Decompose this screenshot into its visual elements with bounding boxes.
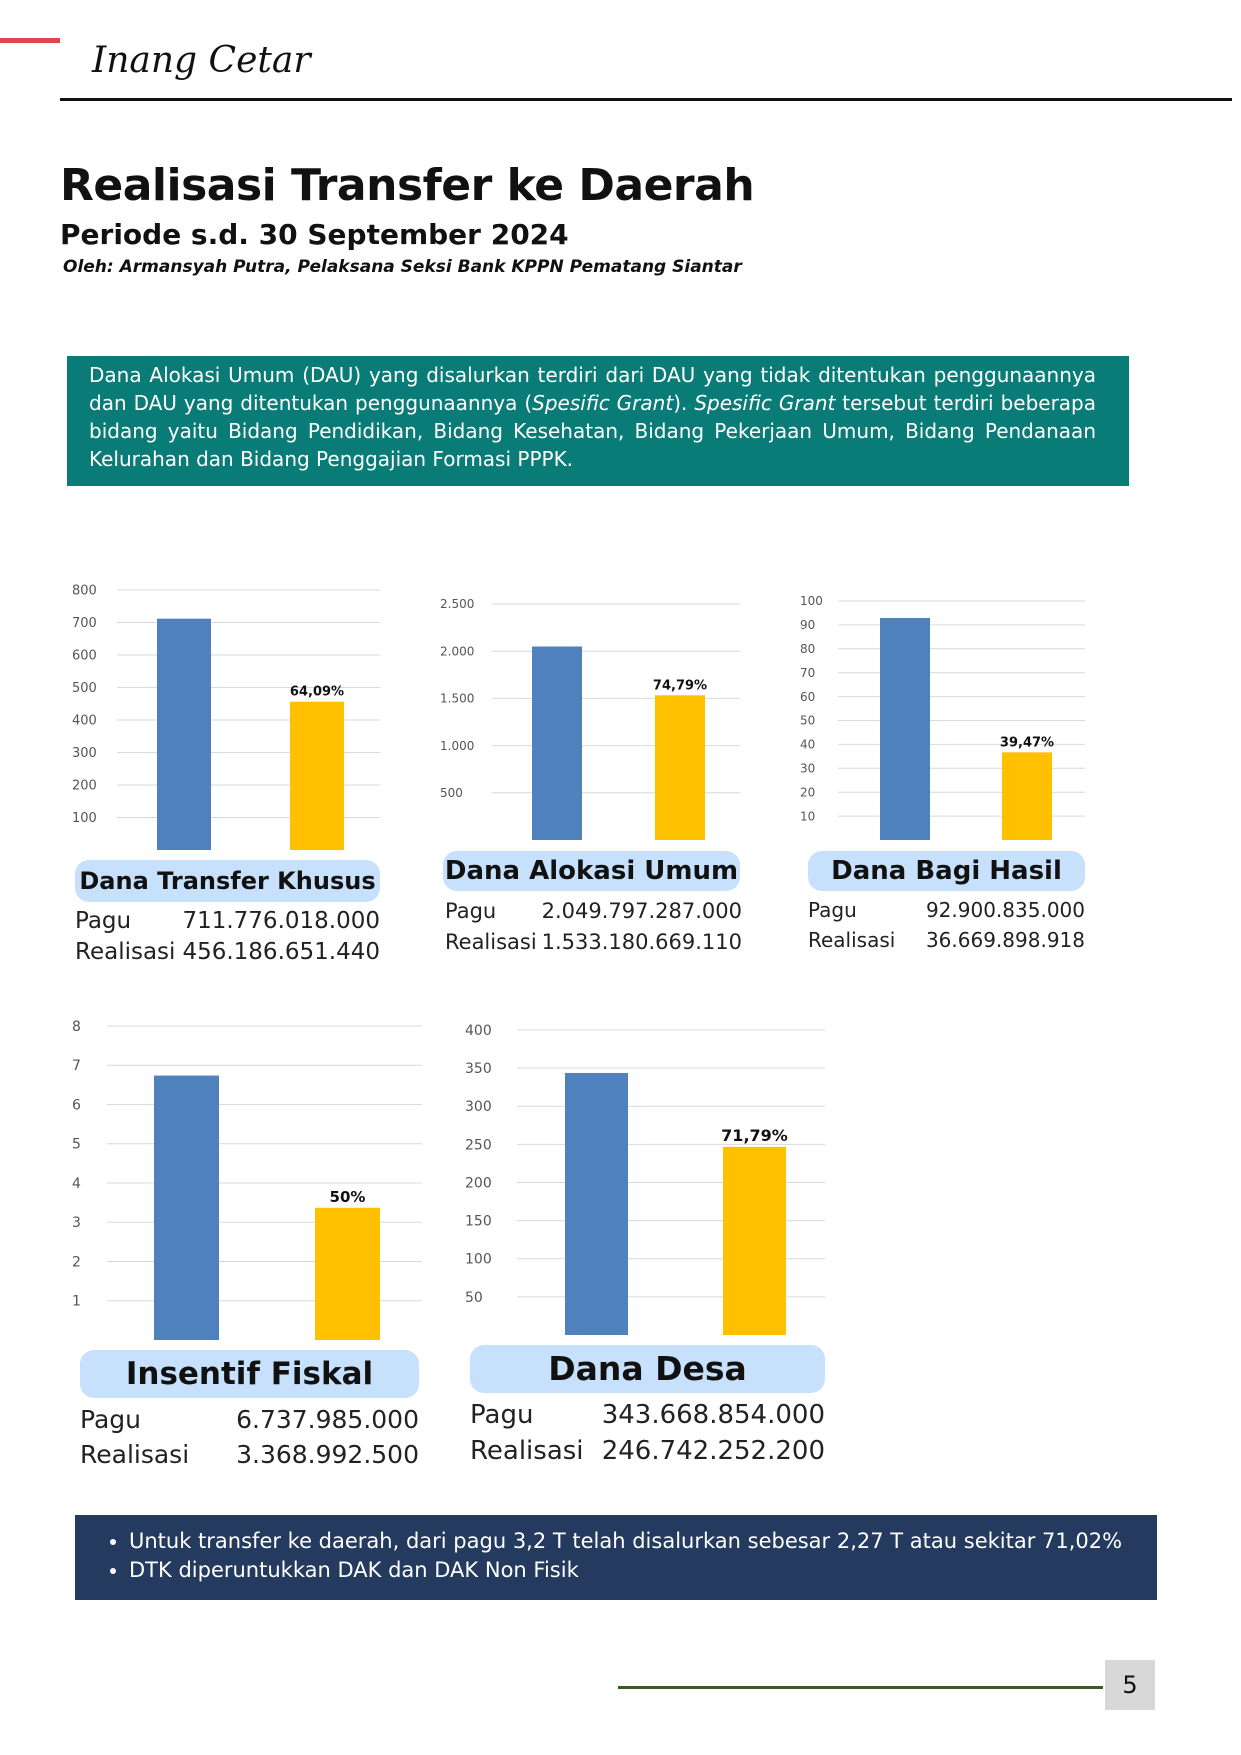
note-item: • DTK diperuntukkan DAK dan DAK Non Fisik xyxy=(129,1556,1137,1585)
chart-dana-bagi-hasil xyxy=(800,596,1085,840)
percent-label: 39,47% xyxy=(999,735,1055,751)
pagu-row xyxy=(75,906,380,937)
y-tick-label: 100 xyxy=(800,594,823,609)
notes-list xyxy=(111,1527,1137,1585)
percent-label: 74,79% xyxy=(652,678,708,694)
realisasi-row xyxy=(80,1437,419,1472)
realisasi-row xyxy=(75,937,380,968)
y-tick-label: 50 xyxy=(465,1289,483,1306)
chart-title-dana-transfer-khusus: Dana Transfer Khusus xyxy=(75,860,380,902)
realisasi-label: Realisasi xyxy=(445,930,537,954)
chart-title-dana-desa: Dana Desa xyxy=(470,1345,825,1393)
y-tick-label: 80 xyxy=(800,642,816,656)
header-accent-bar xyxy=(0,38,60,43)
page-subtitle: Periode s.d. 30 September 2024 xyxy=(60,218,569,251)
values-insentif-fiskal xyxy=(80,1402,419,1472)
realisasi-label: Realisasi xyxy=(75,939,176,965)
chart-title-insentif-fiskal: Insentif Fiskal xyxy=(80,1350,419,1398)
y-tick-label: 8 xyxy=(72,1018,81,1035)
realisasi-row xyxy=(445,927,742,958)
y-tick-label: 600 xyxy=(72,648,97,664)
y-tick-label: 100 xyxy=(465,1251,492,1268)
pagu-label: Pagu xyxy=(808,898,857,922)
brand-name: Inang Cetar xyxy=(92,40,311,81)
realisasi-value: 246.742.252.200 xyxy=(601,1436,825,1466)
pagu-value: 711.776.018.000 xyxy=(182,908,380,934)
y-tick-label: 250 xyxy=(465,1137,492,1154)
y-tick-label: 70 xyxy=(800,665,816,680)
y-tick-label: 300 xyxy=(465,1099,492,1116)
bar-realisasi xyxy=(315,1208,380,1340)
intro-italic-1: Spesific Grant xyxy=(532,391,674,415)
values-dana-desa xyxy=(470,1397,825,1469)
y-tick-label: 90 xyxy=(800,618,816,633)
y-tick-label: 400 xyxy=(465,1022,492,1039)
chart-title-dana-bagi-hasil: Dana Bagi Hasil xyxy=(808,851,1085,891)
realisasi-row xyxy=(808,925,1085,955)
pagu-label: Pagu xyxy=(80,1405,141,1434)
chart-svg xyxy=(72,1020,422,1340)
chart-svg xyxy=(440,596,740,840)
y-tick-label: 500 xyxy=(72,681,97,697)
intro-text-1: Dana Alokasi Umum (DAU) yang disalurkan terdiri dari DAU yang tidak ditentukan penggunaannya dan DAU yang ditentukan penggunaannya ( xyxy=(89,363,1096,415)
bar-realisasi xyxy=(723,1147,786,1335)
pagu-label: Pagu xyxy=(75,908,132,934)
pagu-value: 2.049.797.287.000 xyxy=(541,899,742,923)
summary-notes xyxy=(75,1515,1157,1600)
pagu-value: 6.737.985.000 xyxy=(236,1405,419,1434)
intro-italic-2: Spesific Grant xyxy=(694,391,836,415)
pagu-row xyxy=(80,1402,419,1437)
y-tick-label: 6 xyxy=(72,1097,81,1114)
y-tick-label: 2.500 xyxy=(440,597,475,612)
pagu-label: Pagu xyxy=(445,899,497,923)
y-tick-label: 50 xyxy=(800,713,816,728)
y-tick-label: 1.500 xyxy=(440,691,475,706)
chart-dana-transfer-khusus xyxy=(72,585,392,850)
y-tick-label: 200 xyxy=(465,1175,492,1192)
y-tick-label: 300 xyxy=(72,746,97,762)
page-title: Realisasi Transfer ke Daerah xyxy=(60,160,755,211)
pagu-row xyxy=(470,1397,825,1433)
chart-title-dana-alokasi-umum: Dana Alokasi Umum xyxy=(443,851,740,891)
y-tick-label: 1 xyxy=(72,1293,81,1310)
y-tick-label: 2.000 xyxy=(440,644,475,659)
y-tick-label: 100 xyxy=(72,811,97,827)
chart-dana-alokasi-umum xyxy=(440,596,740,840)
realisasi-label: Realisasi xyxy=(470,1436,584,1466)
percent-label: 64,09% xyxy=(289,684,345,700)
realisasi-row xyxy=(470,1433,825,1469)
y-tick-label: 200 xyxy=(72,778,97,794)
chart-insentif-fiskal xyxy=(72,1020,422,1340)
intro-text-3: tersebut terdiri beberapa bidang yaitu Bidang Pendidikan, Bidang Kesehatan, Bidang Pekerjaan Umum, Bidang Pendanaan Kelurahan dan Bidang Penggajian Formasi PPPK. xyxy=(89,391,1096,471)
realisasi-value: 3.368.992.500 xyxy=(236,1440,419,1469)
page-number: 5 xyxy=(1105,1660,1155,1710)
y-tick-label: 2 xyxy=(72,1254,81,1271)
y-tick-label: 150 xyxy=(465,1213,492,1230)
author-byline: Oleh: Armansyah Putra, Pelaksana Seksi Bank KPPN Pematang Siantar xyxy=(63,257,742,277)
realisasi-value: 456.186.651.440 xyxy=(182,939,380,965)
values-dana-transfer-khusus xyxy=(75,906,380,968)
values-dana-alokasi-umum xyxy=(445,896,742,958)
y-tick-label: 3 xyxy=(72,1215,81,1232)
y-tick-label: 350 xyxy=(465,1061,492,1078)
percent-label: 50% xyxy=(329,1187,366,1206)
pagu-row xyxy=(808,895,1085,925)
y-tick-label: 40 xyxy=(800,737,816,752)
header-divider xyxy=(60,98,1232,101)
y-tick-label: 500 xyxy=(440,786,463,800)
pagu-label: Pagu xyxy=(470,1400,534,1430)
note-item: • Untuk transfer ke daerah, dari pagu 3,2 T telah disalurkan sebesar 2,27 T atau sekitar 71,02% xyxy=(129,1527,1137,1556)
realisasi-label: Realisasi xyxy=(80,1440,190,1469)
chart-dana-desa xyxy=(465,1022,825,1335)
bar-realisasi xyxy=(290,702,344,850)
realisasi-value: 1.533.180.669.110 xyxy=(541,930,742,954)
bar-realisasi xyxy=(655,695,705,840)
bar-realisasi xyxy=(1002,752,1052,840)
y-tick-label: 60 xyxy=(800,689,816,704)
realisasi-value: 36.669.898.918 xyxy=(925,928,1085,952)
y-tick-label: 20 xyxy=(800,785,816,800)
intro-text-2: ). xyxy=(673,391,695,415)
bar-pagu xyxy=(880,618,930,840)
bar-pagu xyxy=(157,619,211,850)
chart-svg xyxy=(72,585,392,850)
y-tick-label: 700 xyxy=(72,616,97,632)
y-tick-label: 1.000 xyxy=(440,738,475,753)
percent-label: 71,79% xyxy=(721,1125,788,1145)
values-dana-bagi-hasil xyxy=(808,895,1085,955)
y-tick-label: 800 xyxy=(72,583,97,599)
y-tick-label: 5 xyxy=(72,1136,81,1153)
y-tick-label: 400 xyxy=(72,713,97,729)
chart-svg xyxy=(800,596,1085,840)
bar-pagu xyxy=(565,1073,628,1335)
pagu-row xyxy=(445,896,742,927)
pagu-value: 92.900.835.000 xyxy=(925,898,1085,922)
y-tick-label: 30 xyxy=(800,761,816,776)
bar-pagu xyxy=(532,646,582,840)
y-tick-label: 4 xyxy=(72,1175,81,1192)
pagu-value: 343.668.854.000 xyxy=(601,1400,825,1430)
footer-divider xyxy=(618,1686,1103,1689)
intro-box xyxy=(67,356,1129,486)
y-tick-label: 10 xyxy=(800,809,816,824)
bar-pagu xyxy=(154,1076,219,1340)
y-tick-label: 7 xyxy=(72,1058,81,1075)
realisasi-label: Realisasi xyxy=(808,928,896,952)
chart-svg xyxy=(465,1022,825,1335)
